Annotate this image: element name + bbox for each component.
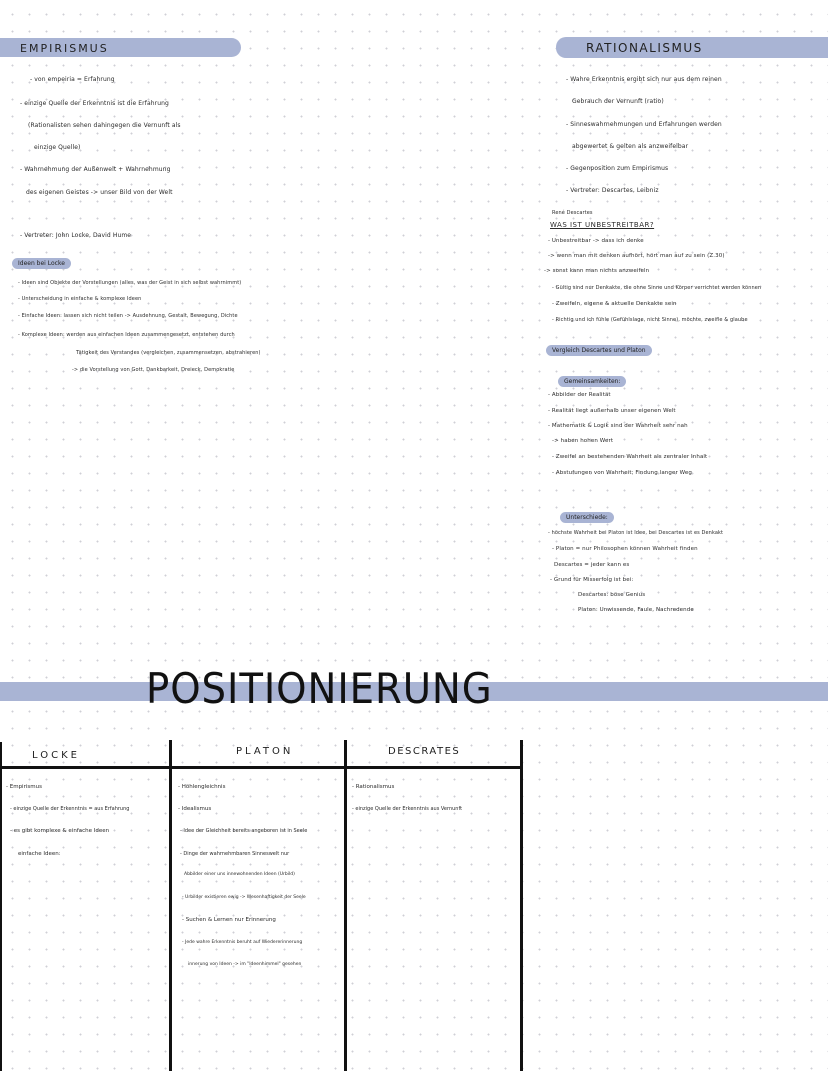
unterschied-line: Descartes = jeder kann es bbox=[554, 562, 630, 568]
gemeinsamkeiten-label: Gemeinsamkeiten: bbox=[558, 376, 626, 387]
column-head-locke: LOCKE bbox=[32, 750, 80, 761]
gemeinsamkeit-line: - Abbilder der Realität bbox=[548, 392, 611, 398]
rationalismus-line: - Gegenposition zum Empirismus bbox=[566, 165, 669, 172]
rationalismus-line: - Vertreter: Descartes, Leibniz bbox=[566, 187, 659, 194]
unterschied-line: Platon: Unwissende, Faule, Nachredende bbox=[578, 607, 694, 613]
gemeinsamkeit-line: - Zweifel an bestehenden Wahrheit als zentraler Inhalt bbox=[552, 454, 708, 460]
table-cell: - einzige Quelle der Erkenntnis = aus Erfahrung bbox=[10, 806, 130, 812]
table-divider bbox=[169, 740, 172, 1071]
locke-line: - Ideen sind Objekte der Vorstellungen (alles, was der Geist in sich selbst wahrnimmt) bbox=[18, 280, 242, 286]
locke-line: Tätigkeit des Verstandes (vergleichen, zusammensetzen, abstrahieren) bbox=[76, 350, 261, 356]
locke-line: - Unterscheidung in einfache & komplexe Ideen bbox=[18, 296, 142, 302]
table-divider bbox=[344, 740, 347, 1071]
gemeinsamkeit-line: -> haben hohen Wert bbox=[552, 438, 614, 444]
table-cell: - Urbilder existieren ewig -> Wesenhaftigkeit der Seele bbox=[182, 895, 306, 900]
vergleich-label: Vergleich Descartes und Platon bbox=[546, 345, 652, 356]
empirismus-line: - Wahrnehmung der Außenwelt + Wahrnehmung bbox=[20, 166, 171, 173]
table-cell: - es gibt komplexe & einfache Ideen bbox=[10, 828, 110, 834]
descartes-line: - Richtig und ich fühle (Gefühlslage, nicht Sinne), möchte, zweifle & glaube bbox=[552, 317, 748, 323]
table-header-rule bbox=[0, 766, 523, 769]
unterschied-line: Descartes: böse Genius bbox=[578, 592, 646, 598]
empirismus-line: - einzige Quelle der Erkenntnis ist die Erfahrung bbox=[20, 100, 169, 107]
empirismus-line: - von empeiria = Erfahrung bbox=[30, 76, 115, 83]
table-cell: - Suchen & Lernen nur Erinnerung bbox=[182, 917, 276, 923]
column-head-descartes: DESCRATES bbox=[388, 746, 461, 757]
empirismus-line: - Vertreter: John Locke, David Hume bbox=[20, 232, 132, 239]
locke-line: - Einfache Ideen: lassen sich nicht teilen -> Ausdehnung, Gestalt, Bewegung, Dichte bbox=[18, 313, 238, 319]
locke-line: - Komplexe Ideen: werden aus einfachen Ideen zusammengesetzt, entstehen durch bbox=[18, 332, 235, 338]
table-cell: - Idee der Gleichheit bereits angeboren ist in Seele bbox=[180, 828, 308, 834]
table-cell: - einzige Quelle der Erkenntnis aus Vernunft bbox=[352, 806, 463, 812]
unterschiede-label: Unterschiede: bbox=[560, 512, 614, 523]
table-cell: - Empirismus bbox=[6, 784, 42, 790]
rationalismus-title: RATIONALISMUS bbox=[586, 41, 703, 55]
table-cell: einfache Ideen: bbox=[18, 851, 61, 857]
descartes-line: -> sonst kann man nichts anzweifeln bbox=[544, 268, 650, 274]
gemeinsamkeit-line: - Mathematik & Logik sind der Wahrheit sehr nah bbox=[548, 423, 688, 429]
table-divider bbox=[520, 740, 523, 1071]
table-cell: - Dinge der wahrnehmbaren Sinneswelt nur bbox=[180, 851, 290, 857]
rationalismus-line: abgewertet & gelten als anzweifelbar bbox=[572, 143, 689, 150]
rationalismus-line: - Wahre Erkenntnis ergibt sich nur aus dem reinen bbox=[566, 76, 722, 83]
empirismus-banner bbox=[0, 38, 241, 57]
table-cell: - Rationalismus bbox=[352, 784, 395, 790]
ideen-bei-locke-label: Ideen bei Locke bbox=[12, 258, 71, 269]
gemeinsamkeit-line: - Realität liegt außerhalb unser eigenen Welt bbox=[548, 408, 676, 414]
unbestreitbar-question: WAS IST UNBESTREITBAR? bbox=[550, 221, 655, 229]
descartes-line: - Gültig sind nur Denkakte, die ohne Sinne und Körper verrichtet werden können bbox=[552, 285, 762, 291]
rationalismus-line: Gebrauch der Vernunft (ratio) bbox=[572, 98, 664, 105]
column-head-platon: PLATON bbox=[236, 746, 294, 757]
empirismus-line: einzige Quelle) bbox=[34, 144, 81, 151]
rationalismus-line: - Sinneswahrnehmungen und Erfahrungen werden bbox=[566, 121, 722, 128]
locke-line: -> die Vorstellung von Gott, Dankbarkeit, Dreieck, Demokratie bbox=[72, 367, 235, 373]
table-cell: Abbilder einer uns innewohnenden Ideen (Urbild) bbox=[184, 872, 295, 877]
descartes-line: - Zweifeln, eigene & aktuelle Denkakte sein bbox=[552, 301, 677, 307]
table-cell: - Jede wahre Erkenntnis beruht auf Wiedererinnerung bbox=[182, 940, 303, 945]
empirismus-line: des eigenen Geistes -> unser Bild von der Welt bbox=[26, 189, 173, 196]
positionierung-title: POSITIONIERUNG bbox=[146, 664, 493, 713]
table-cell: - Idealismus bbox=[178, 806, 212, 812]
unterschied-line: - höchste Wahrheit bei Platon ist Idee, bei Descartes ist es Denkakt bbox=[548, 530, 724, 536]
unterschied-line: - Platon = nur Philosophen können Wahrheit finden bbox=[552, 546, 698, 552]
rationalismus-banner bbox=[556, 37, 828, 58]
empirismus-line: (Rationalisten sehen dahingegen die Vernunft als bbox=[28, 122, 181, 129]
unterschied-line: - Grund für Misserfolg ist bei: bbox=[550, 577, 634, 583]
table-cell: innerung von Ideen -> im "Ideenhimmel" gesehen bbox=[188, 962, 302, 967]
gemeinsamkeit-line: - Abstufungen von Wahrheit; Findung langer Weg bbox=[552, 470, 692, 476]
descartes-line: - Unbestreitbar -> dass ich denke bbox=[548, 238, 644, 244]
table-left-border bbox=[0, 742, 2, 1071]
table-cell: - Höhlengleichnis bbox=[178, 784, 226, 790]
empirismus-title: EMPIRISMUS bbox=[20, 42, 109, 55]
descartes-line: -> wenn man mit denken aufhört, hört man auf zu sein (Z.30) bbox=[548, 253, 725, 259]
descartes-label: René Descartes bbox=[552, 210, 593, 216]
